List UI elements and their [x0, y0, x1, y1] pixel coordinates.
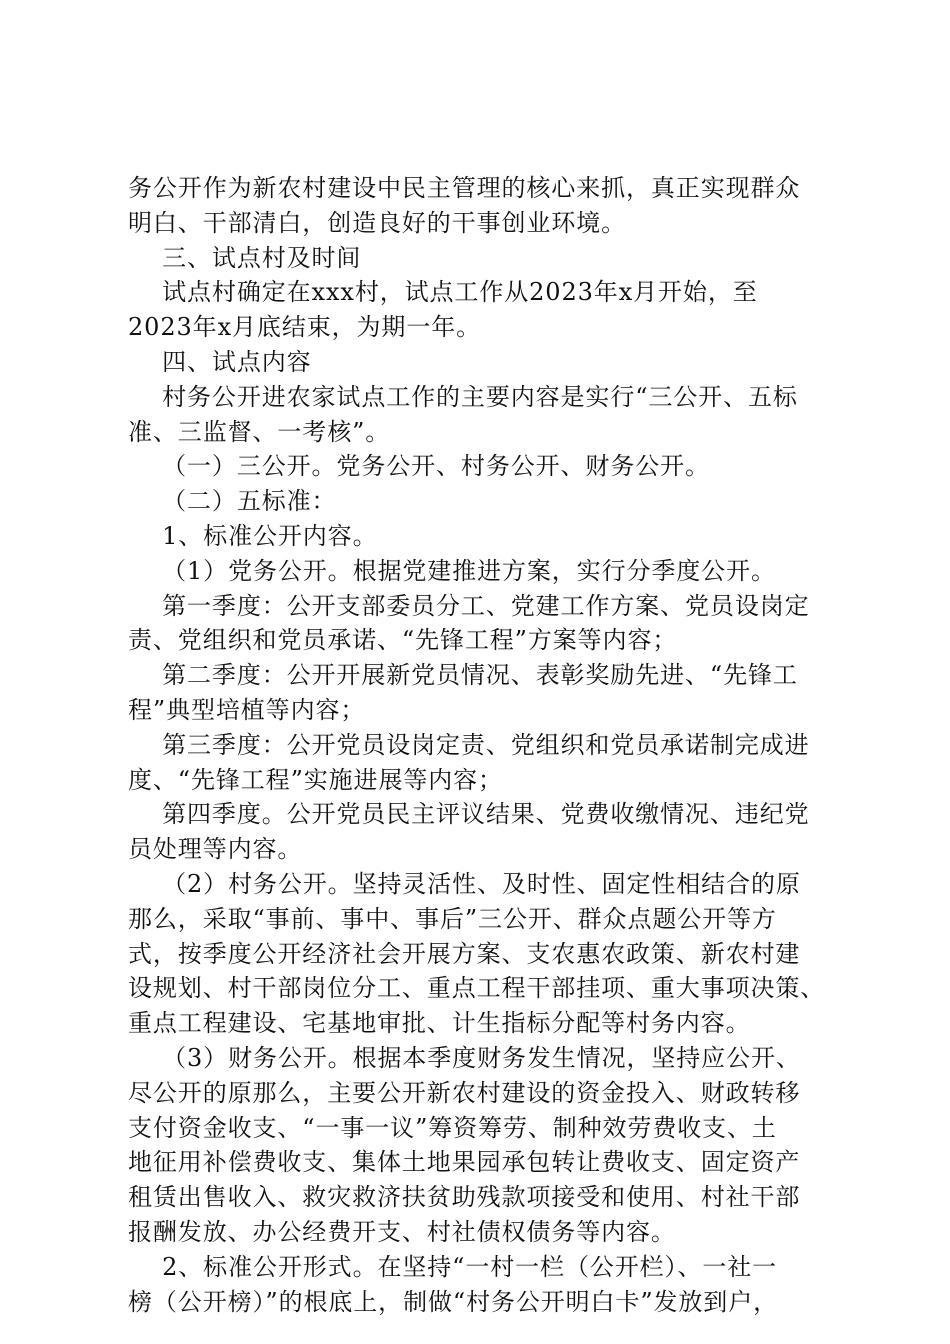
text-line: 榜（公开榜）”的根底上，制做“村务公开明白卡”发放到户， — [128, 1287, 779, 1316]
section-heading: 四、试点内容 — [128, 347, 312, 376]
text-line: 第一季度：公开支部委员分工、党建工作方案、党员设岗定 — [128, 591, 810, 620]
text-line: 支付资金收支、“一事一议”筹资筹劳、制种效劳费收支、土 — [128, 1113, 777, 1142]
text-line: 尽公开的原那么，主要公开新农村建设的资金投入、财政转移 — [128, 1078, 801, 1107]
text-line: 务公开作为新农村建设中民主管理的核心来抓，真正实现群众 — [128, 174, 801, 202]
document-body — [128, 171, 850, 1319]
text-line: （2）村务公开。坚持灵活性、及时性、固定性相结合的原 — [128, 869, 801, 898]
text-line: （一）三公开。党务公开、村务公开、财务公开。 — [128, 452, 710, 481]
text-line: 责、党组织和党员承诺、“先锋工程”方案等内容； — [128, 626, 678, 655]
text-line: 程”典型培植等内容； — [128, 695, 366, 724]
text-line: 准、三监督、一考核”。 — [128, 417, 391, 446]
text-line: 2023年x月底结束，为期一年。 — [128, 313, 482, 342]
text-line: 明白、干部清白，创造良好的干事创业环境。 — [128, 208, 626, 237]
text-line: 式，按季度公开经济社会开展方案、支农惠农政策、新农村建 — [128, 939, 801, 968]
text-line: 第二季度：公开开展新党员情况、表彰奖励先进、“先锋工 — [128, 661, 798, 690]
text-line: 度、“先锋工程”实施进展等内容； — [128, 765, 503, 794]
text-line: 第四季度。公开党员民主评议结果、党费收缴情况、违纪党 — [128, 800, 810, 829]
text-line: 地征用补偿费收支、集体土地果园承包转让费收支、固定资产 — [128, 1148, 801, 1177]
text-line: 报酬发放、办公经费开支、村社债权债务等内容。 — [128, 1217, 676, 1246]
text-line: （二）五标准： — [128, 487, 337, 516]
text-line: （3）财务公开。根据本季度财务发生情况，坚持应公开、 — [128, 1043, 801, 1072]
text-line: 重点工程建设、宅基地审批、计生指标分配等村务内容。 — [128, 1009, 751, 1038]
text-line: 1、标准公开内容。 — [128, 521, 378, 550]
text-line: 租赁出售收入、救灾救济扶贫助残款项接受和使用、村社干部 — [128, 1183, 801, 1212]
text-line: 2、标准公开形式。在坚持“一村一栏（公开栏）、一社一 — [128, 1252, 778, 1281]
text-line: （1）党务公开。根据党建推进方案，实行分季度公开。 — [128, 556, 776, 585]
text-line: 那么，采取“事前、事中、事后”三公开、群众点题公开等方 — [128, 904, 777, 933]
text-line: 设规划、村干部岗位分工、重点工程干部挂项、重大事项决策、 — [128, 974, 826, 1003]
text-line: 第三季度：公开党员设岗定责、党组织和党员承诺制完成进 — [128, 730, 810, 759]
text-line: 试点村确定在xxx村，试点工作从2023年x月开始，至 — [128, 278, 758, 307]
text-line: 村务公开进农家试点工作的主要内容是实行“三公开、五标 — [128, 382, 798, 411]
text-line: 员处理等内容。 — [128, 835, 303, 864]
section-heading: 三、试点村及时间 — [128, 243, 362, 272]
